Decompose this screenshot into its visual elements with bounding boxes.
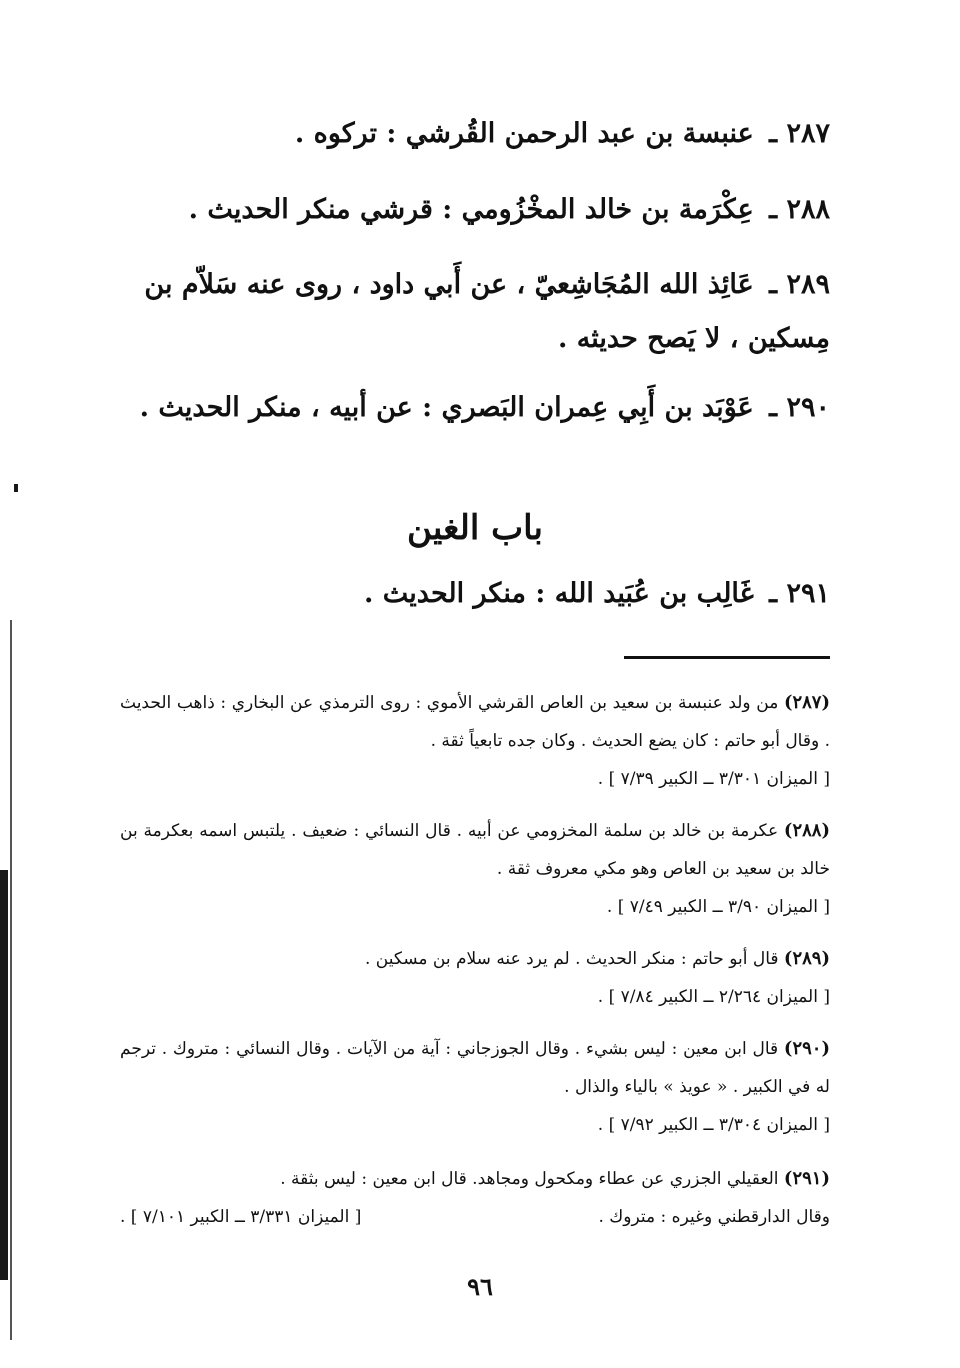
footnote-reference: [ الميزان ٣/٩٠ ــ الكبير ٧/٤٩ ] .	[606, 897, 830, 917]
footnote-text: من ولد عنبسة بن سعيد بن العاص القرشي الأموي : روى الترمذي عن البخاري : ذاهب الحديث . وقال أبو حاتم : كان يضع الحديث . وكان جده تابعياً ثقة .	[120, 693, 830, 751]
scan-edge-bar	[0, 870, 8, 1280]
footnote-reference: [ الميزان ٣/٣٠٤ ــ الكبير ٧/٩٢ ] .	[597, 1115, 830, 1135]
entry-number: ٢٨٨ ـ	[769, 194, 830, 225]
footnote-287	[120, 684, 830, 798]
entry-288	[120, 184, 830, 236]
entry-text: عَوْبَد بن أَبِي عِمران البَصري : عن أبيه ، منكر الحديث .	[139, 392, 754, 423]
entry-text: عنبسة بن عبد الرحمن القُرشي : تركوه .	[294, 118, 754, 149]
footnote-number: (٢٩١)	[783, 1168, 830, 1189]
entry-text: عِكْرَمة بن خالد المخْزُومي : قرشي منكر الحديث .	[188, 194, 754, 225]
footnote-290	[120, 1030, 830, 1144]
footnote-291	[120, 1160, 830, 1236]
footnote-last-line	[120, 1198, 830, 1236]
entry-number: ٢٨٩ ـ	[769, 269, 830, 300]
footnote-number: (٢٨٧)	[783, 692, 831, 713]
footnote-text: قال ابن معين : ليس بشيء . وقال الجوزجاني : آية من الآيات . وقال النسائي : متروك . ترجم له في الكبير . « عويذ » بالياء والذال .	[120, 1039, 830, 1097]
footnote-number: (٢٩٠)	[783, 1038, 830, 1059]
entry-text: غَالِب بن عُبَيد الله : منكر الحديث .	[363, 578, 754, 609]
page-number: ٩٦	[467, 1272, 493, 1301]
entry-290	[120, 382, 830, 434]
entry-291	[120, 568, 830, 620]
entry-text: عَائِذ الله المُجَاشِعيّ ، عن أَبي داود ، روى عنه سَلاّم بن مِسكين ، لا يَصح حديثه .	[144, 269, 830, 354]
scan-edge-line	[10, 620, 12, 1340]
scan-mark	[14, 484, 18, 492]
footnote-separator	[624, 656, 830, 659]
footnote-text: العقيلي الجزري عن عطاء ومكحول ومجاهد. قال ابن معين : ليس بثقة .	[280, 1169, 779, 1189]
footnote-text-continued: وقال الدارقطني وغيره : متروك .	[598, 1207, 830, 1227]
footnote-number: (٢٨٩)	[783, 948, 830, 969]
entry-289	[120, 258, 830, 366]
footnote-reference: [ الميزان ٢/٢٦٤ ــ الكبير ٧/٨٤ ] .	[597, 987, 830, 1007]
entry-number: ٢٩١ ـ	[769, 578, 830, 609]
footnote-text: قال أبو حاتم : منكر الحديث . لم يرد عنه سلام بن مسكين .	[364, 949, 779, 969]
footnote-reference: [ الميزان ٣/٣٠١ ــ الكبير ٧/٣٩ ] .	[597, 769, 830, 789]
entry-number: ٢٨٧ ـ	[769, 118, 830, 149]
footnote-288	[120, 812, 830, 926]
footnote-text: عكرمة بن خالد بن سلمة المخزومي عن أبيه . قال النسائي : ضعيف . يلتبس اسمه بعكرمة بن خالد بن سعيد بن العاص وهو مكي معروف ثقة .	[120, 821, 830, 879]
footnote-reference: [ الميزان ٣/٣٣١ ــ الكبير ٧/١٠١ ] .	[120, 1207, 362, 1227]
section-title: باب الغين	[406, 508, 544, 548]
footnote-number: (٢٨٨)	[783, 820, 830, 841]
footnote-289	[120, 940, 830, 1016]
entry-287	[120, 108, 830, 160]
entry-number: ٢٩٠ ـ	[769, 392, 830, 423]
